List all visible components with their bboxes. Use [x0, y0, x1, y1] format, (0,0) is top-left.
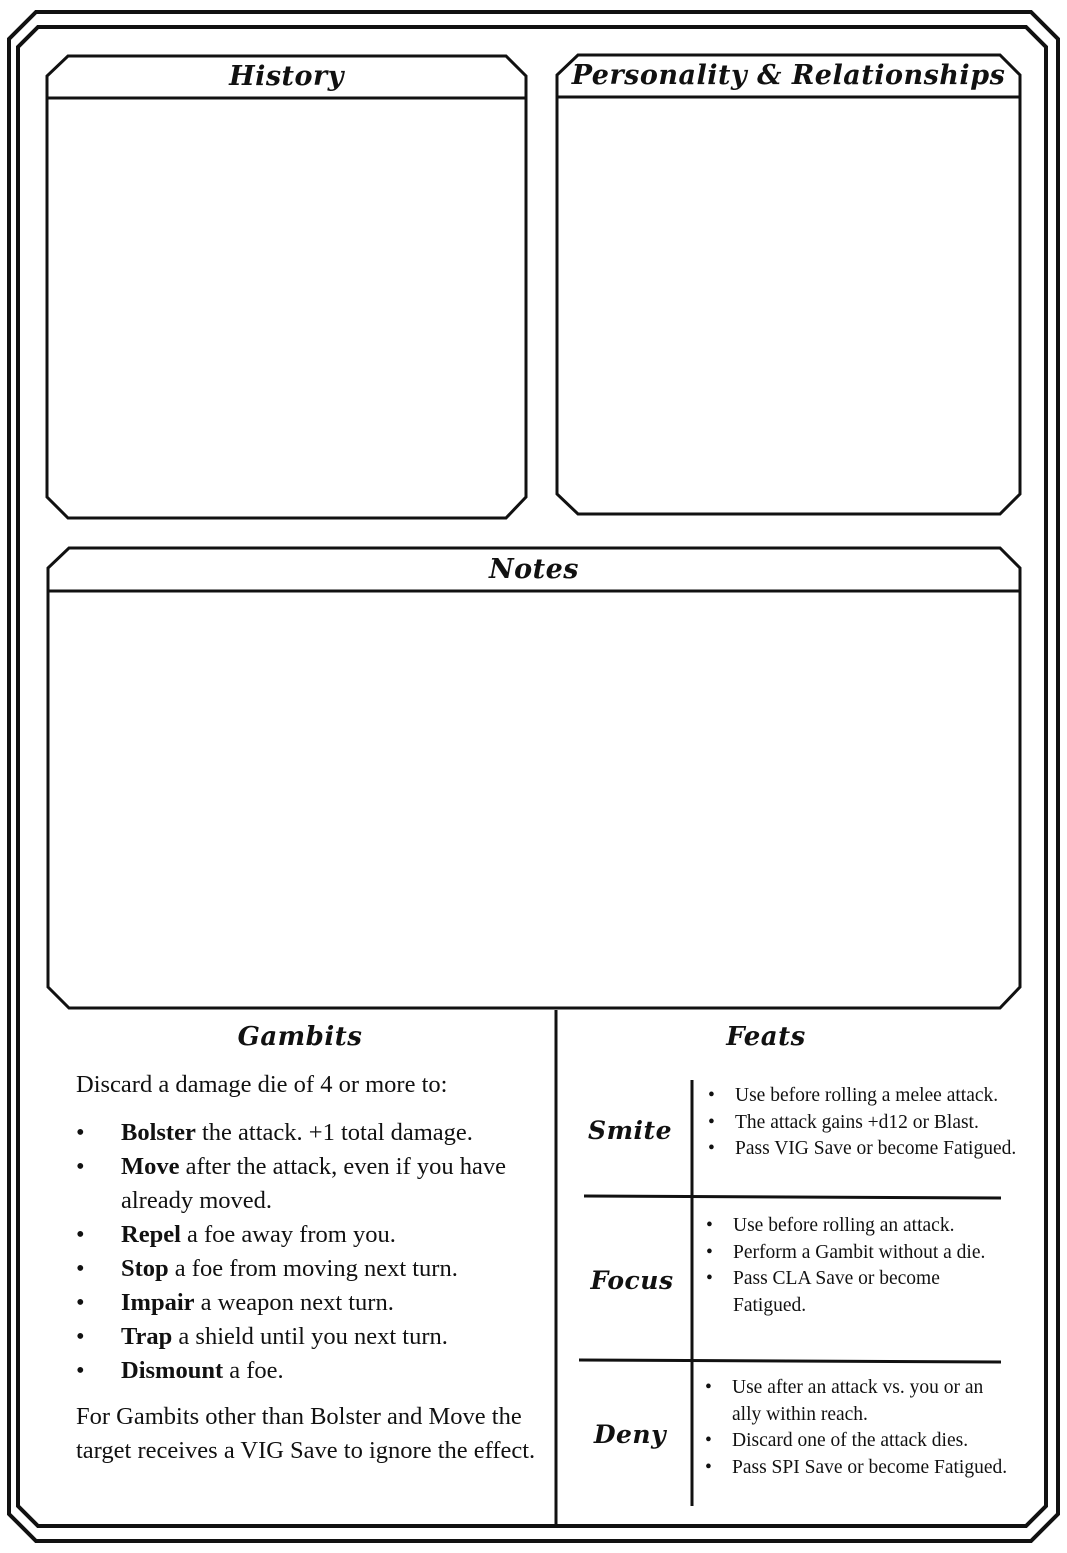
gambit-item: [76, 1218, 536, 1252]
gambit-item: [76, 1116, 536, 1150]
gambit-item: [76, 1354, 536, 1388]
feat-name-smite: Smite: [588, 1116, 672, 1145]
feat-row-divider: [579, 1360, 1001, 1362]
feat-bullet: • Pass CLA Save or become Fatigued.: [706, 1266, 996, 1319]
feat-bullet: • Use after an attack vs. you or an ally within reach.: [705, 1375, 1015, 1428]
gambit-text: after the attack, even if you have already moved.: [121, 1153, 507, 1214]
gambit-keyword: Repel: [121, 1221, 181, 1248]
gambits-body: [76, 1068, 536, 1468]
feat-bullet: • Use before rolling a melee attack.: [708, 1083, 1038, 1110]
gambit-text: a foe away from you.: [180, 1221, 396, 1248]
history-title: History: [229, 61, 344, 92]
notes-title: Notes: [488, 554, 580, 585]
gambit-text: the attack. +1 total damage.: [195, 1119, 473, 1146]
gambit-text: a foe from moving next turn.: [168, 1255, 458, 1282]
gambit-item: [76, 1286, 536, 1320]
personality-panel: [557, 55, 1020, 514]
notes-panel: [48, 548, 1020, 1008]
feat-bullet: • Pass SPI Save or become Fatigued.: [705, 1455, 1015, 1482]
feat-bullet: • Discard one of the attack dies.: [705, 1428, 1015, 1455]
gambit-item: [76, 1320, 536, 1354]
gambit-keyword: Impair: [121, 1289, 195, 1316]
feat-list-focus: [706, 1213, 996, 1319]
history-panel: [47, 56, 526, 518]
feat-name-deny: Deny: [593, 1420, 667, 1449]
gambit-keyword: Trap: [121, 1323, 173, 1350]
gambits-title: Gambits: [237, 1022, 363, 1052]
gambit-text: a foe.: [223, 1357, 284, 1384]
gambits-intro: Discard a damage die of 4 or more to:: [76, 1071, 448, 1098]
feat-name-focus: Focus: [590, 1266, 674, 1295]
gambit-item: [76, 1150, 536, 1218]
gambits-footer: For Gambits other than Bolster and Move the target receives a VIG Save to ignore the effect.: [76, 1403, 536, 1464]
gambit-text: a shield until you next turn.: [172, 1323, 448, 1350]
gambit-keyword: Bolster: [121, 1119, 196, 1146]
gambit-keyword: Dismount: [121, 1357, 224, 1384]
gambit-text: a weapon next turn.: [194, 1289, 394, 1316]
feat-bullet: • Pass VIG Save or become Fatigued.: [708, 1136, 1038, 1163]
feat-bullet: • Perform a Gambit without a die.: [706, 1240, 996, 1267]
gambit-list: [76, 1116, 536, 1388]
gambit-keyword: Move: [121, 1153, 180, 1180]
personality-title: Personality & Relationships: [571, 60, 1006, 91]
feat-bullet: • Use before rolling an attack.: [706, 1213, 996, 1240]
feat-row-divider: [584, 1196, 1001, 1198]
feat-list-deny: [705, 1375, 1015, 1481]
gambit-keyword: Stop: [121, 1255, 169, 1282]
feats-title: Feats: [726, 1022, 806, 1052]
feat-list-smite: [708, 1083, 1038, 1163]
gambit-item: [76, 1252, 536, 1286]
feat-bullet: • The attack gains +d12 or Blast.: [708, 1110, 1038, 1137]
